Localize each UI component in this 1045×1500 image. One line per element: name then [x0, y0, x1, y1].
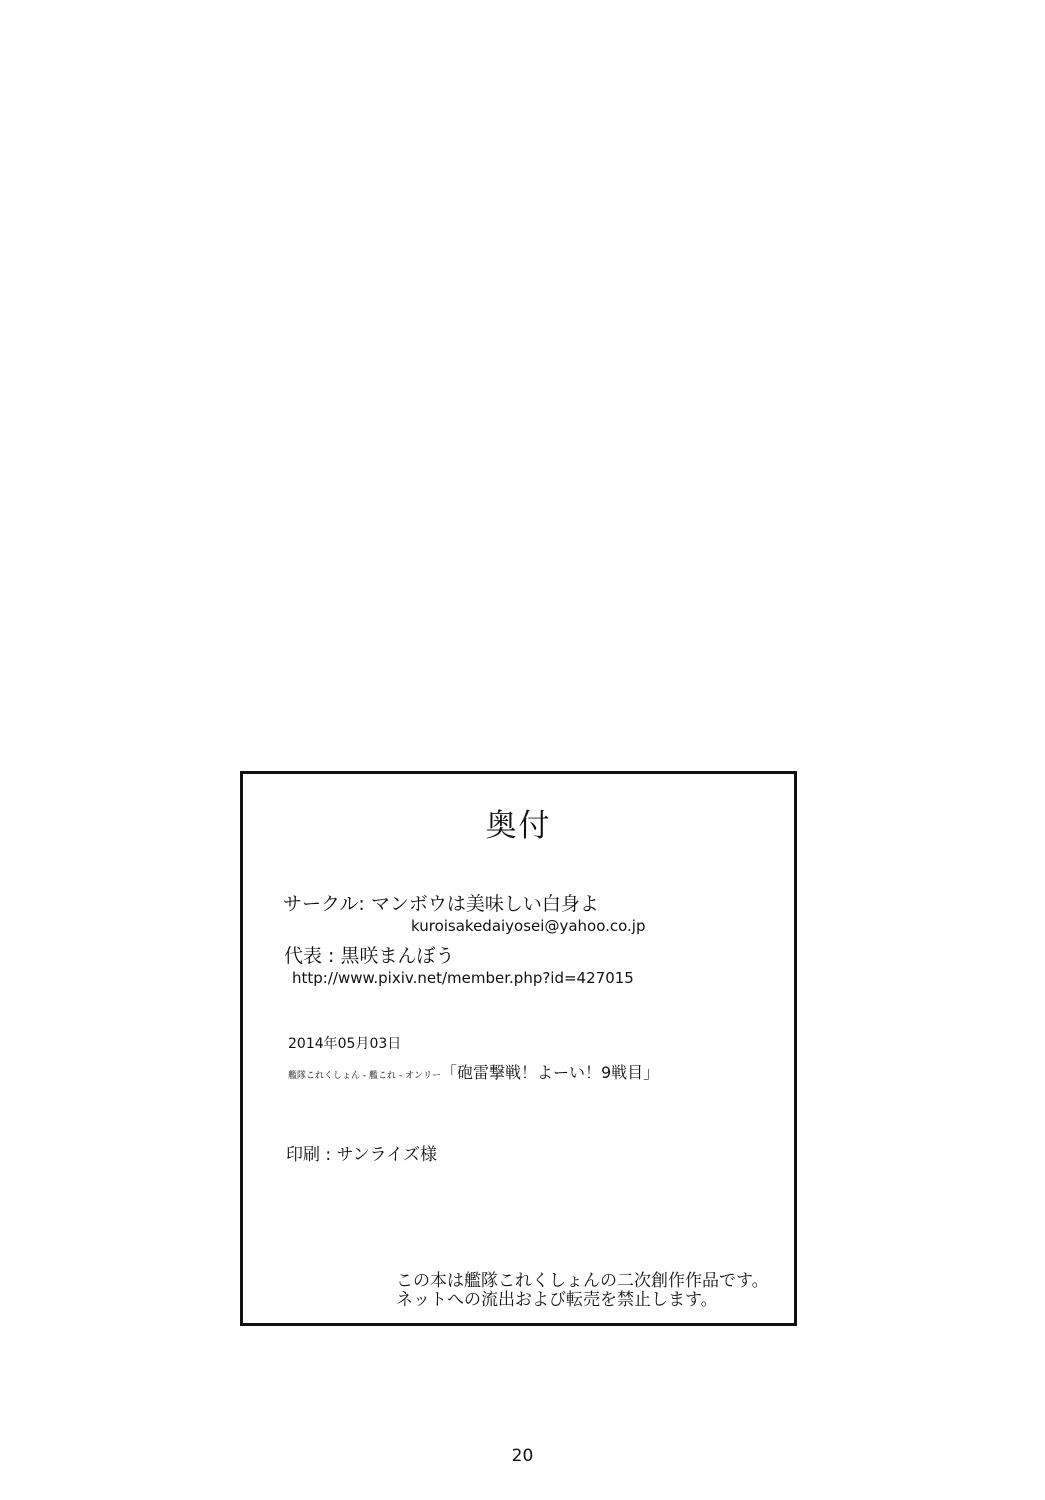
colophon-title: 奥付 — [485, 808, 552, 844]
event-info — [288, 1060, 659, 1083]
pixiv-url: http://www.pixiv.net/member.php?id=427015 — [292, 969, 634, 987]
event-name: 「砲雷撃戦！よーい！9戦目」 — [440, 1063, 660, 1082]
colophon-box — [240, 771, 797, 1326]
contact-email: kuroisakedaiyosei@yahoo.co.jp — [411, 917, 646, 935]
event-prefix: 艦隊これくしょん - 艦これ - オンリー — [288, 1071, 441, 1081]
representative: 代表 : 黒咲まんぼう — [284, 945, 455, 967]
publication-date: 2014年05月03日 — [288, 1036, 402, 1052]
printer: 印刷 : サンライズ様 — [286, 1145, 438, 1165]
notice-line-2: ネットへの流出および転売を禁止します。 — [396, 1290, 718, 1310]
page-number: 20 — [511, 1446, 534, 1466]
notice-line-1: この本は艦隊これくしょんの二次創作作品です。 — [396, 1271, 769, 1291]
circle-name: サークル: マンボウは美味しい白身よ — [283, 893, 599, 915]
